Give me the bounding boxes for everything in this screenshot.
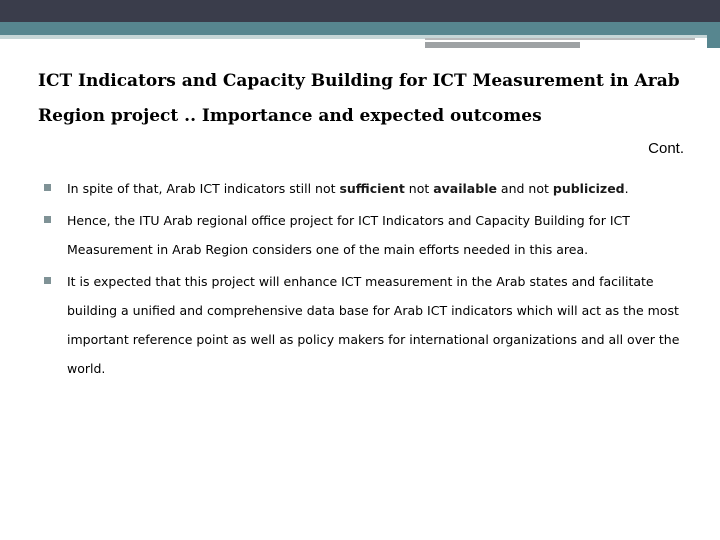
bullet-text: Hence, the ITU Arab regional office project for ICT Indicators and Capacity Building for ICT Measurement in Arab Region considers one of the main efforts needed in this area.	[67, 213, 630, 257]
bullet-square-icon	[44, 277, 51, 284]
bullet-item	[44, 267, 694, 383]
highlight-publicized: publicized	[552, 181, 625, 196]
bullet-text-before: In spite of that, Arab ICT indicators still not	[67, 181, 340, 196]
bullet-text-after: .	[624, 181, 629, 196]
header-accent-grey	[425, 42, 580, 48]
bullet-item	[44, 174, 694, 203]
highlight-available: available	[433, 181, 497, 196]
bullet-square-icon	[44, 184, 51, 191]
bullet-text-mid2: and not	[496, 181, 553, 196]
bullet-item	[44, 206, 694, 264]
header-band-teal-end	[707, 22, 720, 48]
highlight-sufficient: sufficient	[339, 181, 405, 196]
header-accent-grey-thin	[425, 38, 695, 40]
slide-title: ICT Indicators and Capacity Building for ICT Measurement in Arab Region project .. Importance and expected outcomes	[38, 71, 680, 126]
header-band-teal	[0, 22, 720, 35]
continued-label: Cont.	[648, 140, 684, 157]
bullet-text: It is expected that this project will enhance ICT measurement in the Arab states and facilitate building a unified and comprehensive data base for Arab ICT indicators which will act as the most important reference point as well as policy makers for international organizations and all over the world.	[67, 274, 680, 376]
header-band-dark	[0, 0, 720, 22]
bullet-list	[44, 174, 694, 386]
header-accent-light	[0, 35, 425, 39]
bullet-square-icon	[44, 216, 51, 223]
bullet-text-mid1: not	[404, 181, 434, 196]
